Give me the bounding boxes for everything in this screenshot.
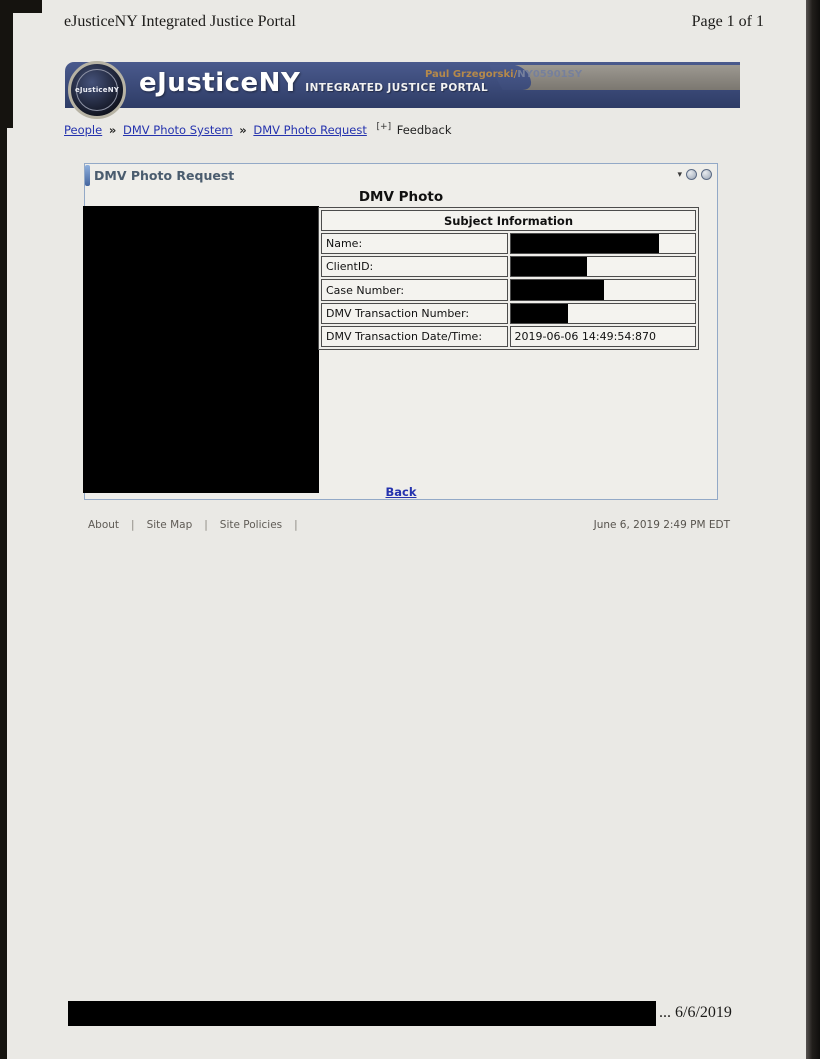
row-value [510,279,697,301]
scan-edge-left-top [0,0,13,128]
site-footer [88,519,730,531]
footer-link-site-map[interactable]: Site Map [146,519,193,531]
table-row [321,326,696,347]
redacted-value [511,279,604,301]
redacted-photo [83,206,319,493]
print-footer [659,1004,732,1022]
breadcrumb-link-people[interactable]: People [64,122,103,137]
breadcrumb [64,122,452,137]
refresh-icon[interactable] [686,169,697,180]
row-value-text: 2019-06-06 14:49:54:870 [514,330,657,343]
table-row [321,233,696,254]
row-label: Name: [321,233,508,254]
feedback-plus-icon[interactable]: [+] [376,122,392,132]
footer-link-site-policies[interactable]: Site Policies [219,519,283,531]
table-header-row [321,210,696,231]
feedback-label[interactable]: Feedback [396,122,452,137]
dmv-photo-request-panel [84,163,718,500]
table-row [321,256,696,277]
scan-edge-right [806,0,820,1059]
footer-separator: | [131,519,135,531]
row-label: DMV Transaction Date/Time: [321,326,508,347]
row-label: ClientID: [321,256,508,277]
footer-separator: | [204,519,208,531]
subject-information-table [318,207,699,350]
portal-banner [65,62,740,108]
scan-edge-left [0,0,7,1059]
back-link[interactable]: Back [385,485,417,499]
ejusticeny-logo-icon [68,61,126,119]
ejusticeny-logo-seal [76,69,118,111]
dmv-photo-title: DMV Photo [358,189,444,205]
table-row [321,279,696,301]
panel-header [85,164,717,188]
brand-subtitle: INTEGRATED JUSTICE PORTAL [305,82,489,94]
print-page-info: Page 1 of 1 [691,13,764,30]
print-footer-date: 6/6/2019 [675,1004,732,1021]
row-value [510,256,697,277]
redacted-value [511,257,587,277]
breadcrumb-separator: » [239,122,247,137]
panel-controls [677,169,712,180]
row-value [510,326,697,347]
panel-title: DMV Photo Request [94,168,235,183]
redacted-value [511,304,568,324]
breadcrumb-link-dmv-photo-request[interactable]: DMV Photo Request [253,122,367,137]
panel-accent-bar [85,165,90,186]
print-icon[interactable] [701,169,712,180]
print-footer-ellipsis: ... [659,1004,671,1021]
redacted-value [511,234,659,254]
breadcrumb-separator: » [108,122,117,137]
collapse-icon[interactable]: ▾ [677,169,682,180]
scan-corner-topleft [0,0,42,13]
back-row [85,485,717,499]
row-label: Case Number: [321,279,508,301]
breadcrumb-link-dmv-photo-system[interactable]: DMV Photo System [122,122,233,137]
table-header: Subject Information [321,210,696,231]
logo-text: eJusticeNY [74,86,120,94]
row-label: DMV Transaction Number: [321,303,508,324]
user-name: Paul Grzegorski/ [425,69,518,80]
table-row [321,303,696,324]
print-header [64,13,764,31]
redacted-url-bar [68,1001,656,1026]
user-id: NY05901SY [517,69,583,80]
footer-separator: | [294,519,298,531]
footer-link-about[interactable]: About [88,519,120,531]
row-value [510,303,697,324]
logged-in-user [425,69,582,80]
row-value [510,233,697,254]
footer-timestamp: June 6, 2019 2:49 PM EDT [593,519,730,531]
footer-links [88,519,310,531]
print-header-title: eJusticeNY Integrated Justice Portal [64,13,296,30]
brand-title: eJusticeNY [139,68,301,98]
